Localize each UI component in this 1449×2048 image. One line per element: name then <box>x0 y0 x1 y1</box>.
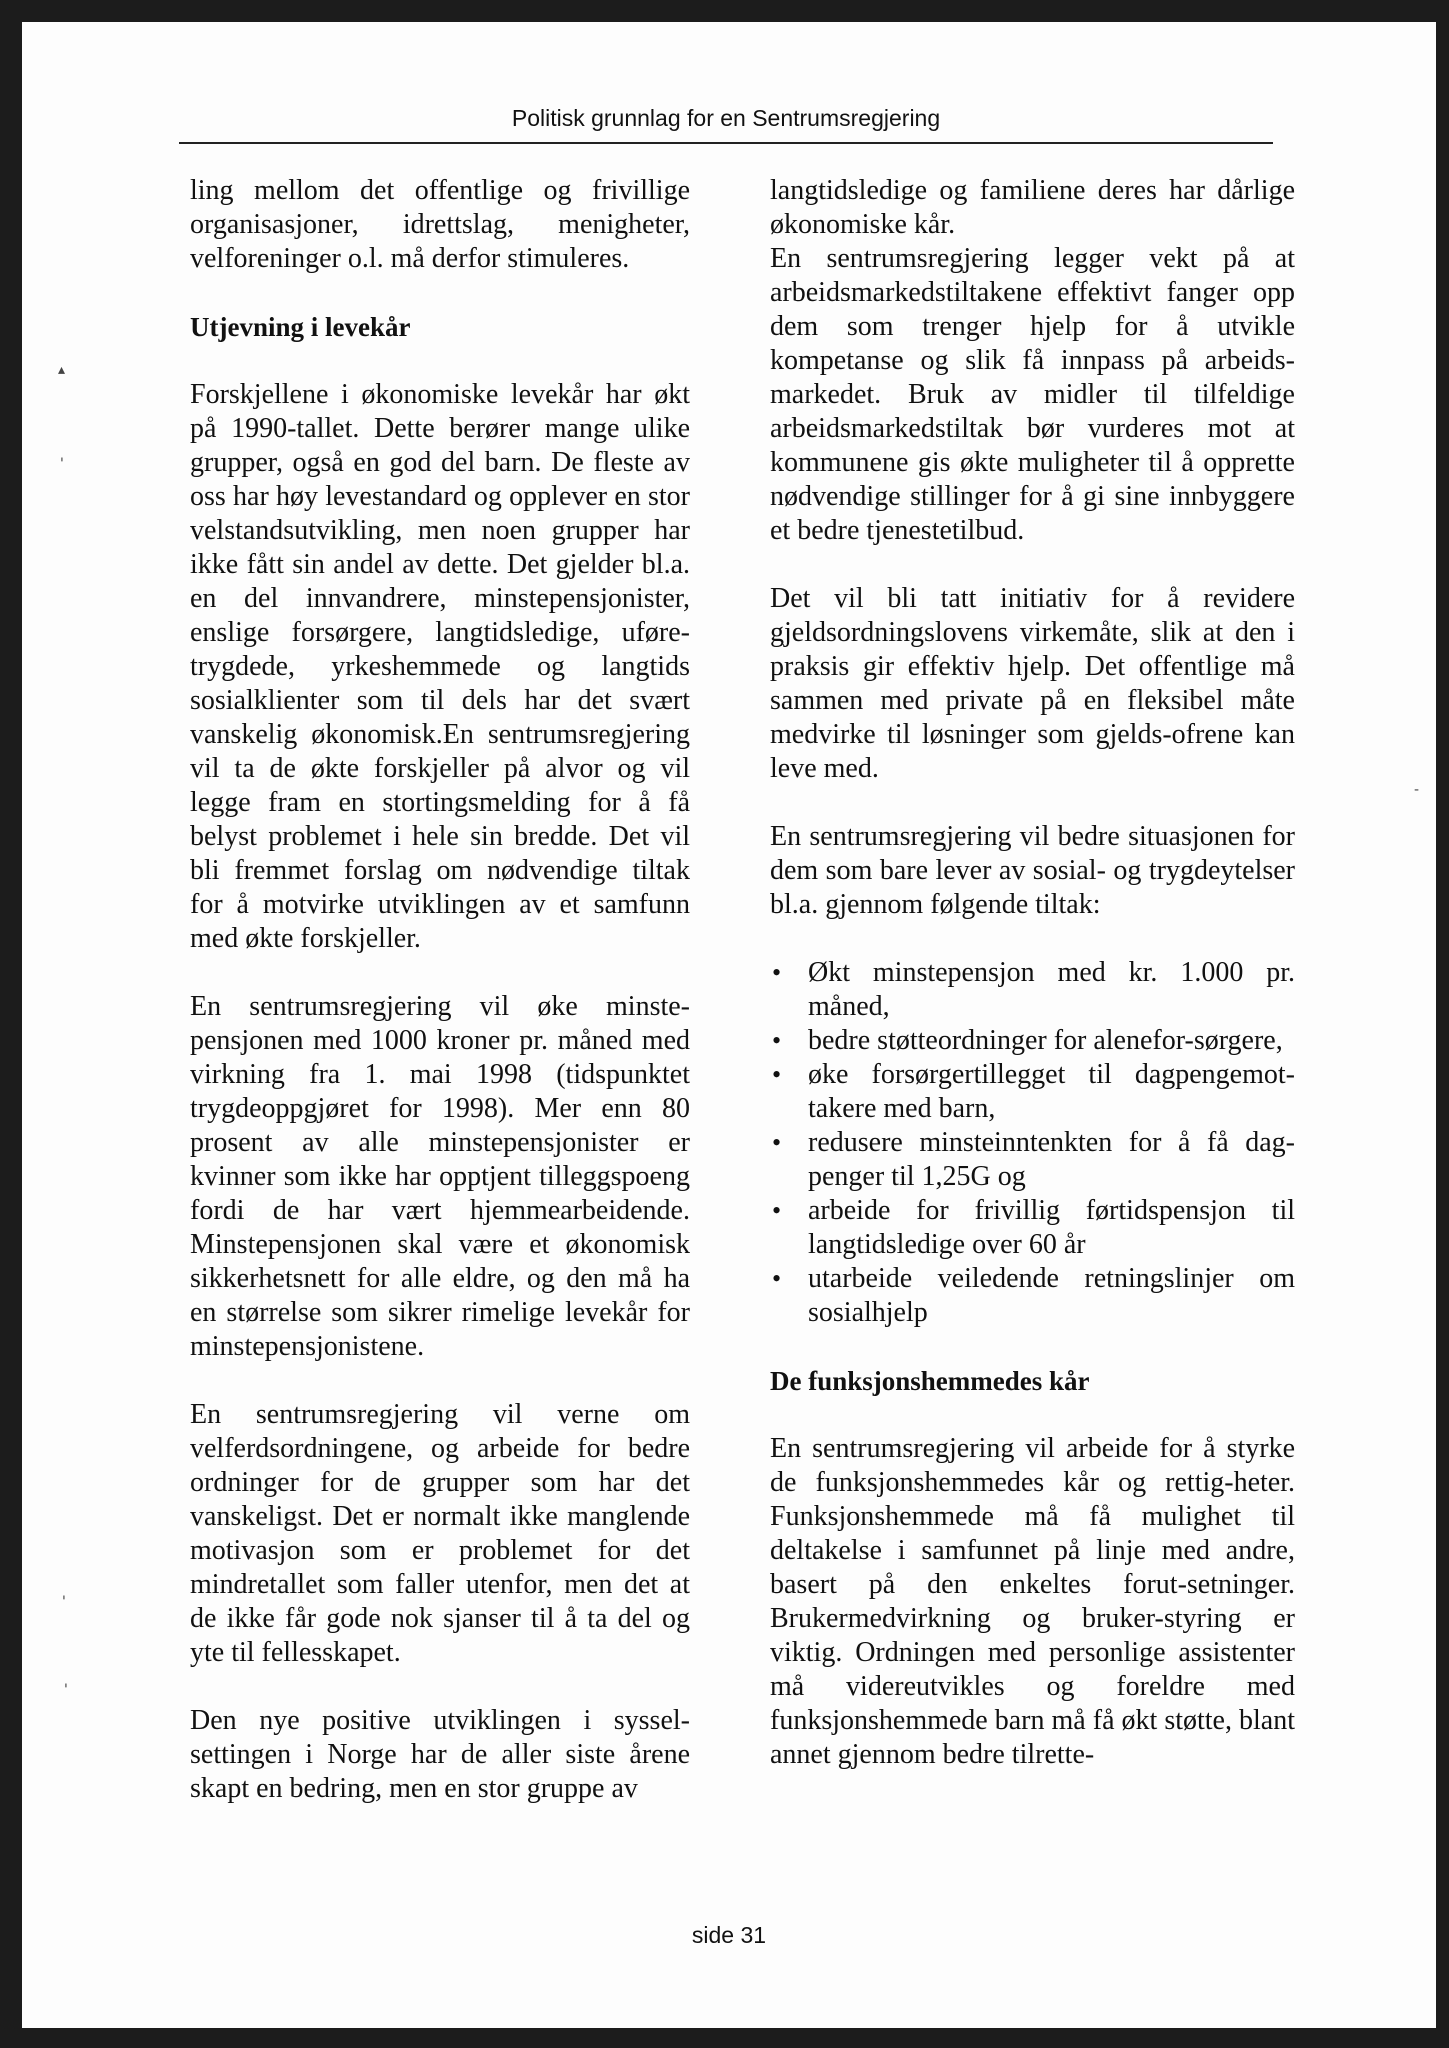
list-item-text: utarbeide veiledende retningslinjer om sosialhjelp <box>808 1263 1295 1328</box>
scan-speck-icon: ' <box>60 456 64 472</box>
list-item <box>770 1126 1295 1194</box>
section-heading: De funksjonshemmedes kår <box>770 1366 1090 1396</box>
paragraph: ling mellom det offentlige og frivillige organisasjoner, idrettslag, menigheter, velforeninger o.l. må derfor stimuleres. <box>190 175 690 274</box>
bullet-icon: • <box>772 1128 782 1157</box>
page-number: side 31 <box>691 1922 767 1948</box>
list-item-text: arbeide for frivillig førtidspensjon til langtidsledige over 60 år <box>808 1195 1295 1260</box>
left-column <box>190 174 690 1806</box>
section-heading: Utjevning i levekår <box>190 312 411 342</box>
bullet-icon: • <box>772 958 782 987</box>
bullet-icon: • <box>772 1196 782 1225</box>
paragraph: En sentrumsregjering vil arbeide for å styrke de funksjonshemmedes kår og rettig-heter. Funksjonshemmede må få mulighet til deltakelse i samfunnet på linje med andre, basert på den enkeltes forut-setninger. Brukermedvirkning og bruker-styring er viktig. Ordningen med personlige assistenter må videreutvikles og foreldre med funksjonshemmede barn må få økt støtte, blant annet gjennom bedre tilrette- <box>770 1433 1295 1770</box>
bullet-icon: • <box>772 1264 782 1293</box>
running-header: Politisk grunnlag for en Sentrumsregjering <box>179 94 1273 144</box>
paragraph: Forskjellene i økonomiske levekår har økt på 1990-tallet. Dette berører mange ulike grupper, også en god del barn. De fleste av oss har høy levestandard og opplever en stor velstandsutvikling, men noen grupper har ikke fått sin andel av dette. Det gjelder bl.a. en del innvandrere, minstepensjonister, enslige forsørgere, langtidsledige, uføre-trygdede, yrkeshemmede og langtids sosialklienter som til dels har det svært vanskelig økonomisk.En sentrumsregjering vil ta de økte forskjeller på alvor og vil legge fram en stortingsmelding for å få belyst problemet i hele sin bredde. Det vil bli fremmet forslag om nødvendige tiltak for å motvirke utviklingen av et samfunn med økte forskjeller. <box>190 379 690 954</box>
scan-speck-icon: ▴ <box>58 362 66 378</box>
paragraph: langtidsledige og familiene deres har dårlige økonomiske kår. <box>770 175 1295 240</box>
right-column <box>770 174 1295 1772</box>
paragraph: Den nye positive utviklingen i syssel-settingen i Norge har de aller siste årene skapt en bedring, men en stor gruppe av <box>190 1705 690 1804</box>
bullet-icon: • <box>772 1060 782 1089</box>
list-item <box>770 956 1295 1024</box>
list-item-text: øke forsørgertillegget til dagpengemot-takere med barn, <box>808 1059 1295 1124</box>
list-item-text: bedre støtteordninger for alenefor-sørgere, <box>808 1025 1283 1056</box>
list-item <box>770 1194 1295 1262</box>
scan-speck-icon: - <box>1414 782 1420 798</box>
list-item-text: Økt minstepensjon med kr. 1.000 pr. måned, <box>808 957 1295 1022</box>
paragraph: En sentrumsregjering legger vekt på at arbeidsmarkedstiltakene effektivt fanger opp dem som trenger hjelp for å utvikle kompetanse og slik få innpass på arbeids-markedet. Bruk av midler til tilfeldige arbeidsmarkedstiltak bør vurderes mot at kommunene gis økte muligheter til å opprette nødvendige stillinger for å gi sine innbyggere et bedre tjenestetilbud. <box>770 243 1295 546</box>
scan-speck-icon: ' <box>62 1594 66 1610</box>
scan-speck-icon: ' <box>64 1682 68 1698</box>
paragraph: En sentrumsregjering vil bedre situasjonen for dem som bare lever av sosial- og trygdeytelser bl.a. gjennom følgende tiltak: <box>770 821 1295 920</box>
list-item <box>770 1058 1295 1126</box>
paragraph: En sentrumsregjering vil verne om velferdsordningene, og arbeide for bedre ordninger for de grupper som har det vanskeligst. Det er normalt ikke manglende motivasjon som er problemet for det mindretallet som faller utenfor, men det at de ikke får gode nok sjanser til å ta del og yte til fellesskapet. <box>190 1399 690 1668</box>
bullet-icon: • <box>772 1026 782 1055</box>
list-item <box>770 1024 1295 1058</box>
paragraph: Det vil bli tatt initiativ for å revidere gjeldsordningslovens virkemåte, slik at den i praksis gir effektiv hjelp. Det offentlige må sammen med private på en fleksibel måte medvirke til løsninger som gjelds-ofrene kan leve med. <box>770 583 1295 784</box>
paragraph: En sentrumsregjering vil øke minste-pensjonen med 1000 kroner pr. måned med virkning fra 1. mai 1998 (tidspunktet trygdeoppgjøret for 1998). Mer enn 80 prosent av alle minstepensjonister er kvinner som ikke har opptjent tilleggspoeng fordi de har vært hjemmearbeidende. Minstepensjonen skal være et økonomisk sikkerhetsnett for alle eldre, og den må ha en størrelse som sikrer rimelige levekår for minstepensjonistene. <box>190 991 690 1362</box>
list-item-text: redusere minsteinntenkten for å få dag-penger til 1,25G og <box>808 1127 1295 1192</box>
measures-list <box>770 956 1295 1330</box>
document-page <box>22 22 1436 2028</box>
list-item <box>770 1262 1295 1330</box>
